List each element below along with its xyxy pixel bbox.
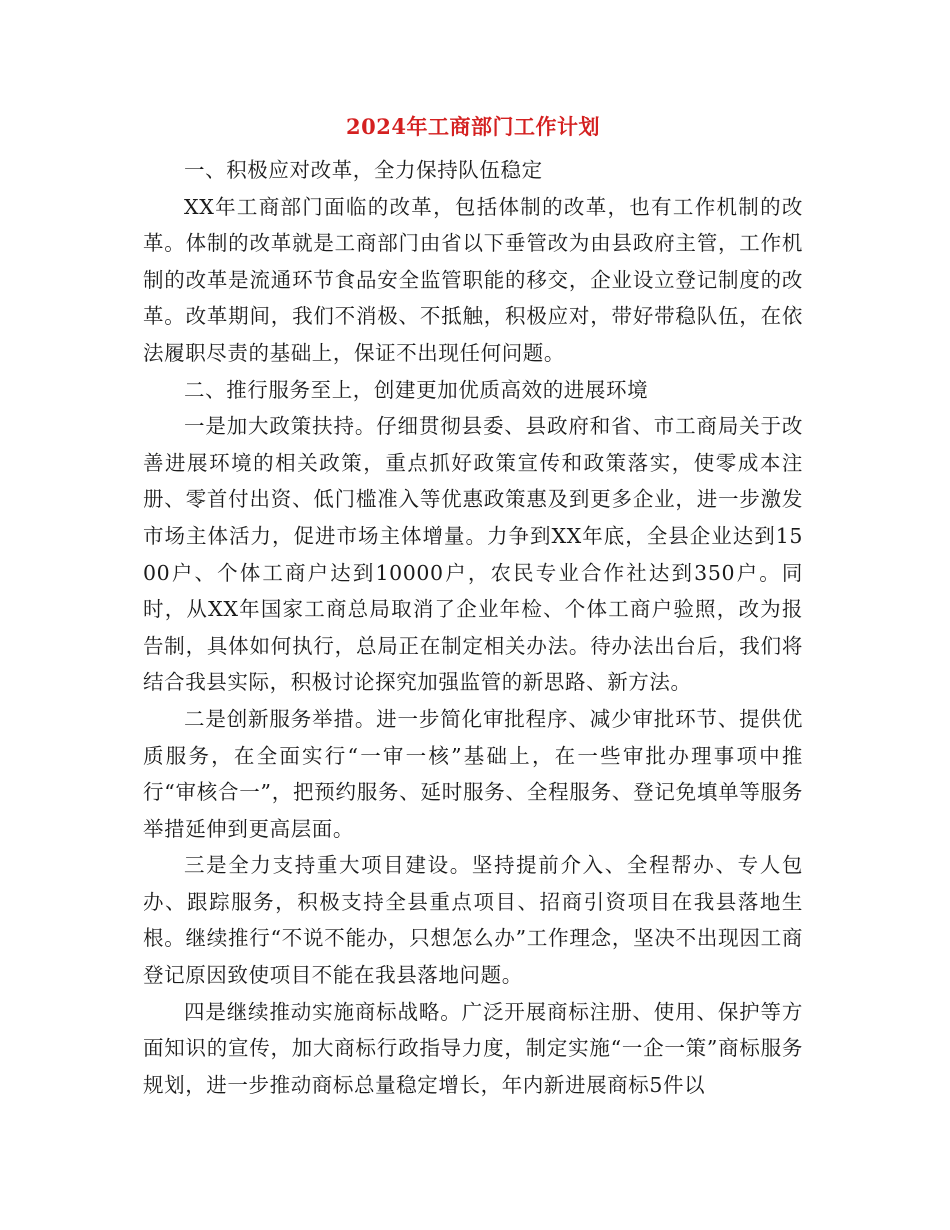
document-title: 2024年工商部门工作计划 — [346, 114, 600, 139]
body-paragraph: XX年工商部门面临的改革，包括体制的改革，也有工作机制的改革。体制的改革就是工商部门由省以下垂管改为由县政府主管，工作机制的改革是流通环节食品安全监管职能的移交，企业设立登记制度的改革。改革期间，我们不消极、不抵触，积极应对，带好带稳队伍，在依法履职尽责的基础上，保证不出现任何问题。 — [143, 194, 803, 365]
section-heading-2: 二、推行服务至上，创建更加优质高效的进展环境 — [184, 377, 649, 402]
body-paragraph: 四是继续推动实施商标战略。广泛开展商标注册、使用、保护等方面知识的宣传，加大商标行政指导力度，制定实施“一企一策”商标服务规划，进一步推动商标总量稳定增长，年内新进展商标5件以 — [143, 999, 803, 1097]
body-paragraph: 三是全力支持重大项目建设。坚持提前介入、全程帮办、专人包办、跟踪服务，积极支持全县重点项目、招商引资项目在我县落地生根。继续推行“不说不能办，只想怎么办”工作理念，坚决不出现因工商登记原因致使项目不能在我县落地问题。 — [143, 853, 803, 988]
body-paragraph: 二是创新服务举措。进一步简化审批程序、减少审批环节、提供优质服务，在全面实行“一审一核”基础上，在一些审批办理事项中推行“审核合一”，把预约服务、延时服务、全程服务、登记免填单等服务举措延伸到更高层面。 — [143, 706, 803, 841]
section-heading-1: 一、积极应对改革，全力保持队伍稳定 — [184, 158, 543, 182]
body-paragraph: 一是加大政策扶持。仔细贯彻县委、县政府和省、市工商局关于改善进展环境的相关政策，重点抓好政策宣传和政策落实，使零成本注册、零首付出资、低门槛准入等优惠政策惠及到更多企业，进一步激发市场主体活力，促进市场主体增量。力争到XX年底，全县企业达到1500户、个体工商户达到10000户，农民专业合作社达到350户。同时，从XX年国家工商总局取消了企业年检、个体工商户验照，改为报告制，具体如何执行，总局正在制定相关办法。待办法出台后，我们将结合我县实际，积极讨论探究加强监管的新思路、新方法。 — [143, 414, 803, 695]
document-page — [143, 108, 803, 1103]
